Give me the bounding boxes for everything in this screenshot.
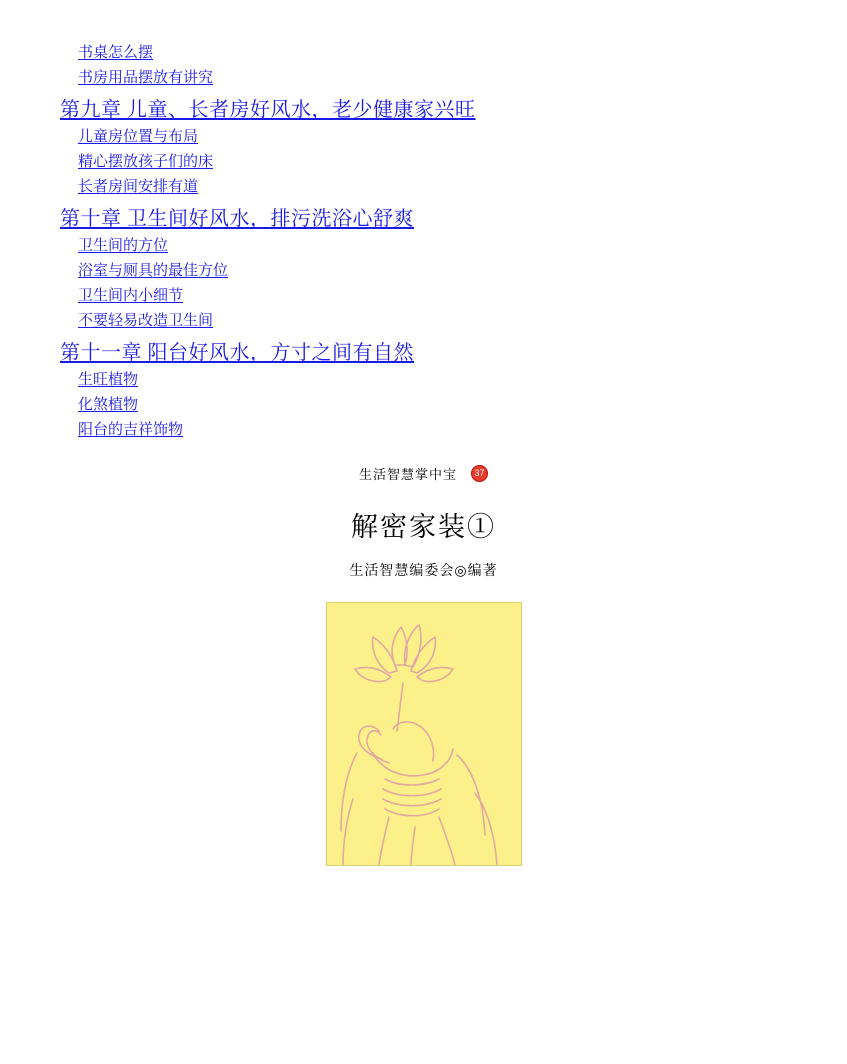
toc-link[interactable]: 浴室与厕具的最佳方位 xyxy=(78,263,229,279)
toc-link[interactable]: 生旺植物 xyxy=(78,372,139,388)
toc-section-entry xyxy=(60,46,787,61)
toc-link[interactable]: 长者房间安排有道 xyxy=(78,179,199,195)
toc-section-entry xyxy=(60,423,787,438)
toc-section-entry xyxy=(60,373,787,388)
toc-chapter-entry xyxy=(60,100,787,120)
page-footer xyxy=(60,464,787,483)
toc-section-entry xyxy=(60,180,787,195)
toc-section-entry xyxy=(60,71,787,86)
toc-section-entry xyxy=(60,289,787,304)
toc-chapter-entry xyxy=(60,209,787,229)
toc-section-entry xyxy=(60,264,787,279)
book-cover-image xyxy=(326,602,522,866)
toc-link[interactable]: 儿童房位置与布局 xyxy=(78,129,199,145)
table-of-contents xyxy=(60,46,787,438)
toc-link[interactable]: 阳台的吉祥饰物 xyxy=(78,422,184,438)
toc-link[interactable]: 卫生间内小细节 xyxy=(78,288,184,304)
toc-link[interactable]: 第十一章 阳台好风水，方寸之间有自然 xyxy=(60,342,414,364)
toc-section-entry xyxy=(60,155,787,170)
toc-chapter-entry xyxy=(60,343,787,363)
page-number-badge: 37 xyxy=(471,465,488,482)
toc-link[interactable]: 第十章 卫生间好风水，排污洗浴心舒爽 xyxy=(60,208,414,230)
toc-link[interactable]: 书桌怎么摆 xyxy=(78,45,154,61)
book-author: 生活智慧编委会◎编著 xyxy=(349,564,498,579)
footer-series-text: 生活智慧掌中宝 xyxy=(358,467,457,482)
toc-link[interactable]: 第九章 儿童、长者房好风水，老少健康家兴旺 xyxy=(60,99,476,121)
toc-link[interactable]: 卫生间的方位 xyxy=(78,238,169,254)
toc-section-entry xyxy=(60,314,787,329)
toc-link[interactable]: 不要轻易改造卫生间 xyxy=(78,313,214,329)
toc-section-entry xyxy=(60,398,787,413)
toc-section-entry xyxy=(60,239,787,254)
book-cover-container xyxy=(60,602,787,866)
toc-link[interactable]: 化煞植物 xyxy=(78,397,139,413)
toc-section-entry xyxy=(60,130,787,145)
toc-link[interactable]: 书房用品摆放有讲究 xyxy=(78,70,214,86)
toc-link[interactable]: 精心摆放孩子们的床 xyxy=(78,154,214,170)
book-title: 解密家装① xyxy=(351,512,496,542)
